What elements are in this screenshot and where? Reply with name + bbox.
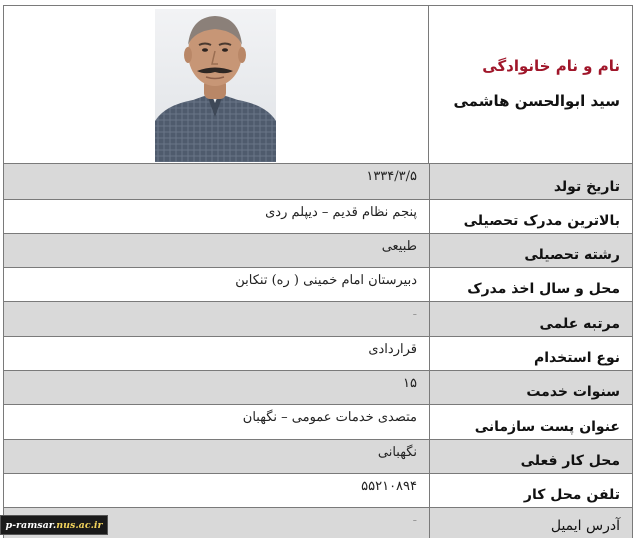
row-work-phone [4,473,632,507]
row-employment-type [4,336,632,370]
name-value: سید ابوالحسن هاشمی [453,92,620,110]
email-value: - [412,513,417,528]
row-field-of-study [4,233,632,267]
workplace-value: نگهبانی [377,445,417,460]
photo-cell [4,6,429,163]
service-years-label: سنوات خدمت [429,371,632,404]
row-service-years [4,370,632,404]
academic-rank-label: مرتبه علمی [429,302,632,336]
field-of-study-label: رشته تحصیلی [429,234,632,267]
field-of-study-value: طبیعی [381,239,417,254]
employment-type-label: نوع استخدام [429,337,632,370]
watermark-domain: nus.ac.ir [56,519,103,531]
work-phone-value: ۵۵۲۱۰۸۹۴ [361,479,417,494]
name-cell [429,6,632,163]
birth-date-value: ۱۳۳۴/۳/۵ [366,169,417,184]
row-job-title [4,404,632,439]
row-degree-place [4,267,632,301]
employment-type-value: قراردادی [368,342,417,357]
row-academic-rank [4,301,632,336]
portrait-image [155,9,276,162]
profile-header [4,6,632,164]
workplace-label: محل کار فعلی [429,440,632,473]
row-highest-degree [4,199,632,233]
service-years-value: ۱۵ [403,376,417,391]
birth-date-label: تاریخ تولد [429,164,632,199]
profile-card [3,5,633,538]
degree-place-value: دبیرستان امام خمینی ( ره) تنکابن [235,273,417,288]
row-birth-date [4,163,632,199]
site-watermark [0,515,108,535]
row-workplace [4,439,632,473]
highest-degree-value: پنجم نظام قدیم – دیپلم ردی [265,205,417,220]
profile-photo [155,9,276,162]
highest-degree-label: بالاترین مدرک تحصیلی [429,200,632,233]
academic-rank-value: - [412,307,417,322]
job-title-label: عنوان پست سازمانی [429,405,632,439]
work-phone-label: تلفن محل کار [429,474,632,507]
name-label: نام و نام خانوادگی [482,57,620,75]
degree-place-label: محل و سال اخذ مدرک [429,268,632,301]
job-title-value: متصدی خدمات عمومی – نگهبان [242,410,417,425]
email-label: آدرس ایمیل [429,508,632,538]
watermark-prefix: p-ramsar. [5,519,57,531]
